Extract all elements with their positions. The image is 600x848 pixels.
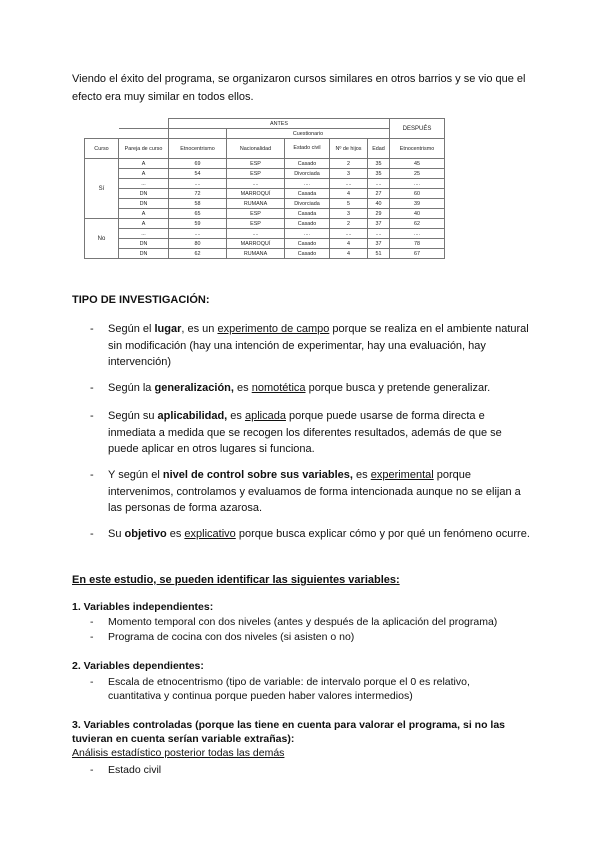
table-cell: 40 xyxy=(368,199,390,209)
table-cell: A xyxy=(119,219,169,229)
table-cell: .... xyxy=(285,229,330,239)
table-cell: 54 xyxy=(169,169,227,179)
list-item: - Momento temporal con dos niveles (antes y después de la aplicación del programa) xyxy=(90,616,498,628)
table-cell: 78 xyxy=(390,239,445,249)
table-row xyxy=(85,219,445,229)
col-header: Pareja de curso xyxy=(119,139,169,159)
investigation-type-item: - Su objetivo es explicativo porque busca explicar cómo y por qué un fenómeno ocurre. xyxy=(90,528,530,540)
col-header: Etnocentrismo xyxy=(169,139,227,159)
table-cell: 3 xyxy=(330,209,368,219)
table-cell: 29 xyxy=(368,209,390,219)
table-cell: .... xyxy=(330,229,368,239)
table-cell: 67 xyxy=(390,249,445,259)
table-cell: DN xyxy=(119,249,169,259)
table-cell: .... xyxy=(227,229,285,239)
table-cell: .... xyxy=(169,229,227,239)
col-header: Nº de hijos xyxy=(330,139,368,159)
term: experimento de campo xyxy=(217,323,330,335)
list-item: - Programa de cocina con dos niveles (si asisten o no) xyxy=(90,631,355,643)
table-cell: Casado xyxy=(285,159,330,169)
col-header: Curso xyxy=(85,139,119,159)
table-cell: ESP xyxy=(227,169,285,179)
table-cell: 35 xyxy=(368,159,390,169)
table-cell: 59 xyxy=(169,219,227,229)
variables-heading: En este estudio, se pueden identificar las siguientes variables: xyxy=(72,574,400,586)
table-cell: 69 xyxy=(169,159,227,169)
investigation-type-item: - Según la generalización, es nomotética porque busca y pretende generalizar. xyxy=(90,382,491,394)
table-cell: 80 xyxy=(169,239,227,249)
v1-heading: 1. Variables independientes: xyxy=(72,601,214,613)
table-cell: 51 xyxy=(368,249,390,259)
table-cell: 39 xyxy=(390,199,445,209)
table-cell: DN xyxy=(119,189,169,199)
results-table xyxy=(84,118,445,259)
table-row xyxy=(85,199,445,209)
table-cell: Casado xyxy=(285,239,330,249)
table-cell: A xyxy=(119,169,169,179)
v2-heading: 2. Variables dependientes: xyxy=(72,660,204,672)
table-cell: 58 xyxy=(169,199,227,209)
table-row xyxy=(85,209,445,219)
group-label: No xyxy=(85,219,119,259)
table-row xyxy=(85,249,445,259)
table-cell: Casado xyxy=(285,249,330,259)
header-antes: ANTES xyxy=(169,119,390,129)
table-row xyxy=(85,239,445,249)
term: explicativo xyxy=(184,528,236,540)
table-cell: .... xyxy=(169,179,227,189)
header-cuestionario: Cuestionario xyxy=(227,129,390,139)
table-cell: Casada xyxy=(285,189,330,199)
table-cell: .... xyxy=(368,179,390,189)
list-item: - Estado civil xyxy=(90,764,162,776)
table-cell: 4 xyxy=(330,239,368,249)
table-cell: 65 xyxy=(169,209,227,219)
table-cell: MARROQUÍ xyxy=(227,189,285,199)
investigation-type-item: - Y según el nivel de control sobre sus variables, es experimental porque intervenimos, controlamos y evaluamos de forma intencionada aunque no se elijan a las personas de forma azarosa. xyxy=(90,469,521,514)
term: aplicada xyxy=(244,410,286,422)
table-cell: 37 xyxy=(368,219,390,229)
table-cell: DN xyxy=(119,199,169,209)
term: nomotética xyxy=(251,382,306,394)
v3-heading: 3. Variables controladas (porque las tiene en cuenta para valorar el programa, si no las tuvieran en cuenta serían variable extrañas): xyxy=(72,719,505,745)
table-cell: .... xyxy=(390,179,445,189)
table-row xyxy=(85,189,445,199)
investigation-type-item: - Según su aplicabilidad, es aplicada porque puede usarse de forma directa e inmediata a medida que se recogen los diferentes resultados, además de que se puede aplicar en otros lugares si funciona. xyxy=(90,410,502,455)
table-cell: 62 xyxy=(390,219,445,229)
table-cell: ... xyxy=(119,229,169,239)
table-row xyxy=(85,169,445,179)
table-cell: 72 xyxy=(169,189,227,199)
table-cell: ... xyxy=(119,179,169,189)
table-cell: 3 xyxy=(330,169,368,179)
table-cell: A xyxy=(119,159,169,169)
table-cell: Divorciada xyxy=(285,169,330,179)
table-cell: ESP xyxy=(227,209,285,219)
intro-paragraph: Viendo el éxito del programa, se organizaron cursos similares en otros barrios y se vio que el efecto era muy similar en todos ellos. xyxy=(72,73,526,103)
col-header: Edad xyxy=(368,139,390,159)
table-cell: ESP xyxy=(227,219,285,229)
table-cell: 35 xyxy=(368,169,390,179)
table-row xyxy=(85,229,445,239)
table-cell: .... xyxy=(227,179,285,189)
table-row xyxy=(85,179,445,189)
table-cell: 40 xyxy=(390,209,445,219)
table-cell: 2 xyxy=(330,159,368,169)
table-cell: 60 xyxy=(390,189,445,199)
group-label: Sí xyxy=(85,159,119,219)
table-cell: Casada xyxy=(285,209,330,219)
list-item: - Escala de etnocentrismo (tipo de variable: de intervalo porque el 0 es relativo, cuantitativa y continua porque pueden haber valores intermedios) xyxy=(90,676,470,702)
table-cell: 62 xyxy=(169,249,227,259)
table-cell: Divorciada xyxy=(285,199,330,209)
table-cell: .... xyxy=(368,229,390,239)
table-cell: 4 xyxy=(330,189,368,199)
table-cell: .... xyxy=(285,179,330,189)
table-cell: .... xyxy=(390,229,445,239)
term: experimental xyxy=(370,469,434,481)
tipo-heading: TIPO DE INVESTIGACIÓN: xyxy=(72,294,210,306)
table-row xyxy=(85,159,445,169)
table-cell: DN xyxy=(119,239,169,249)
table-cell: MARROQUÍ xyxy=(227,239,285,249)
table-cell: 37 xyxy=(368,239,390,249)
table-cell: 2 xyxy=(330,219,368,229)
table-cell: 5 xyxy=(330,199,368,209)
col-header: Nacionalidad xyxy=(227,139,285,159)
table-cell: A xyxy=(119,209,169,219)
table-cell: 45 xyxy=(390,159,445,169)
table-cell: .... xyxy=(330,179,368,189)
header-despues: DESPUÉS xyxy=(390,119,445,139)
table-cell: Casado xyxy=(285,219,330,229)
table-cell: RUMANA xyxy=(227,249,285,259)
table-cell: ESP xyxy=(227,159,285,169)
table-cell: RUMANA xyxy=(227,199,285,209)
v3-note: Análisis estadístico posterior todas las demás xyxy=(72,747,285,759)
table-cell: 4 xyxy=(330,249,368,259)
col-header: Etnocentrismo xyxy=(390,139,445,159)
table-cell: 25 xyxy=(390,169,445,179)
table-cell: 27 xyxy=(368,189,390,199)
investigation-type-item: - Según el lugar, es un experimento de campo porque se realiza en el ambiente natural sin modificación (hay una intención de experimentar, hay una evaluación, hay intervención) xyxy=(90,323,529,368)
col-header: Estado civil xyxy=(285,139,330,159)
